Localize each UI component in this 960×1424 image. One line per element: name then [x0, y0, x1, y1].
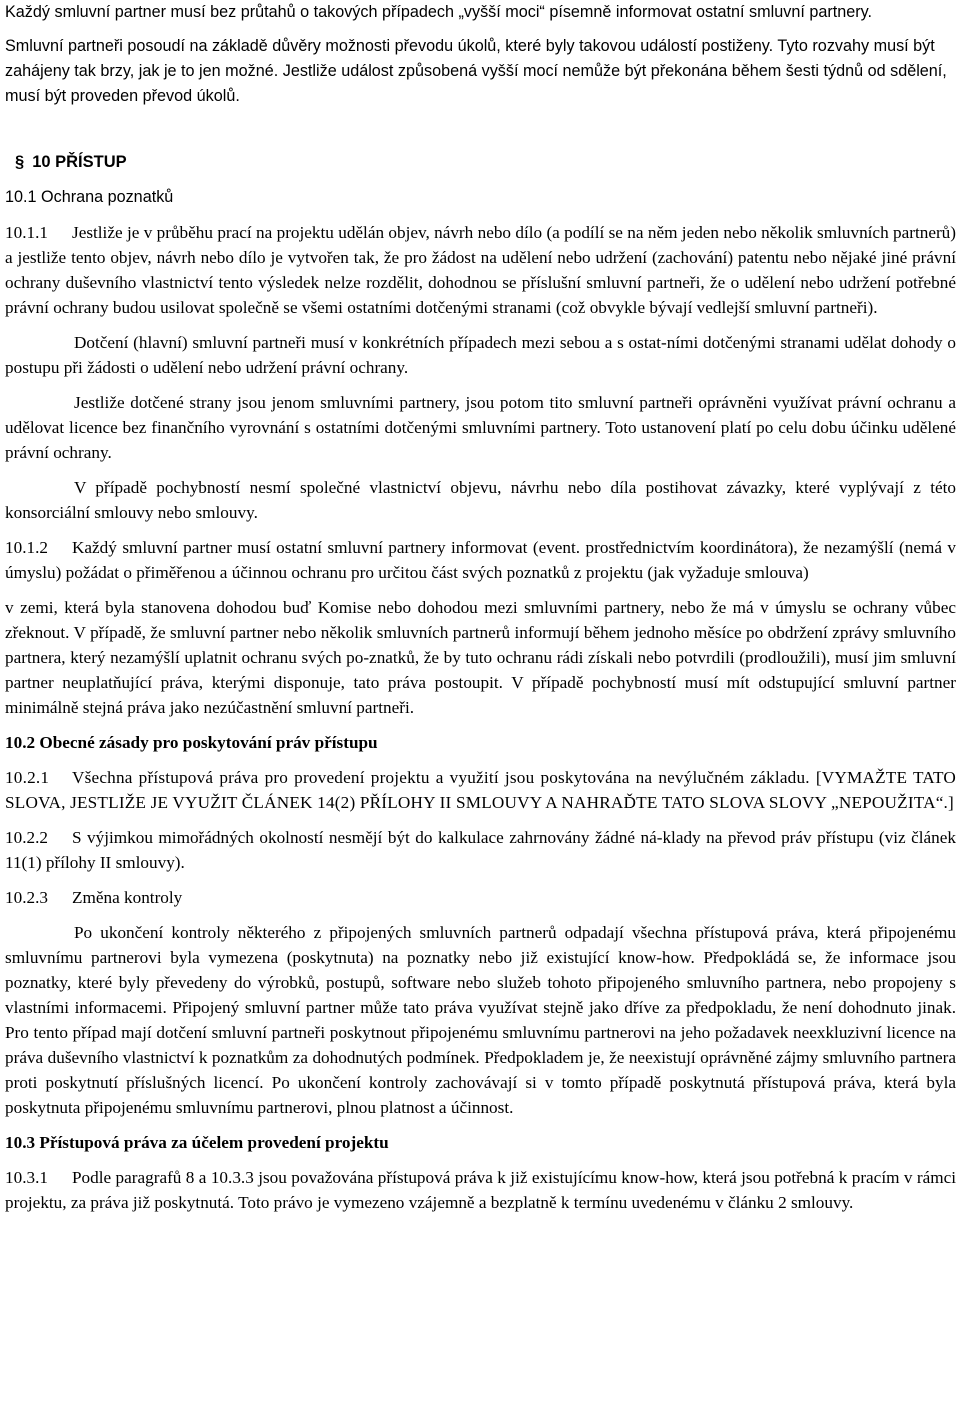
clause-number: 10.3.1 — [5, 1168, 48, 1187]
section-mark: § — [15, 153, 25, 171]
paragraph-force-majeure-notice: Každý smluvní partner musí bez průtahů o takových případech „vyšší moci“ písemně informovat ostatní smluvní partnery. — [5, 3, 873, 21]
clause-10-1-2 — [5, 535, 956, 585]
clause-text: Změna kontroly — [72, 888, 183, 907]
clause-text: Jestliže je v průběhu prací na projektu udělán objev, návrh nebo dílo (a podílí se na něm jeden nebo několik smluvních partnerů) a jestliže tento objev, návrh nebo dílo je vytvořen tak, že pro žádost na udělení nebo udržení (zachování) patentu nebo nějaké jiné právní ochrany duševního vlastnictví tento výsledek nelze rozdělit, dohodnou se příslušní smluvní partneři, že o udělení nebo udržení potřebné právní ochrany budou usilovat společně se všemi ostatními dotčenými stranami (což obvykle bývají vedlejší smluvní partneři). — [5, 223, 956, 317]
clause-text: Všechna přístupová práva pro provedení projektu a využití jsou poskytována na nevýlučném základu. [VYMAŽTE TATO SLOVA, JESTLIŽE JE VYUŽIT ČLÁNEK 14(2) PŘÍLOHY II SMLOUVY A NAHRAĎTE TATO SLOVA SLOVY „NEPOUŽITA“.] — [5, 768, 956, 812]
clause-text: Podle paragrafů 8 a 10.3.3 jsou považována přístupová práva k již existujícímu know-how, která jsou potřebná k pracím v rámci projektu, za práva již poskytnutá. Toto právo je vymezeno vzájemně a bezplatně k termínu uvedenému v článku 2 smlouvy. — [5, 1168, 956, 1212]
section-title: 10 PŘÍSTUP — [32, 153, 127, 171]
clause-number: 10.2.1 — [5, 768, 50, 787]
clause-number: 10.1.2 — [5, 538, 48, 557]
clause-10-1-1 — [5, 220, 956, 320]
clause-text: S výjimkou mimořádných okolností nesmějí být do kalkulace zahrnovány žádné ná-klady na převod práv přístupu (viz článek 11(1) přílohy II smlouvy). — [5, 828, 956, 872]
clause-number: 10.2.2 — [5, 828, 48, 847]
heading-10-3: 10.3 Přístupová práva za účelem provedení projektu — [5, 1133, 389, 1152]
section-heading-10 — [5, 150, 956, 175]
subsection-10-1-title: 10.1 Ochrana poznatků — [5, 188, 174, 206]
clause-number: 10.2.3 — [5, 888, 48, 907]
clause-10-2-3 — [5, 885, 956, 910]
paragraph-affected-partners: Dotčení (hlavní) smluvní partneři musí v konkrétních případech mezi sebou a s ostat-ními dotčenými stranami udělat dohody o postupu při žádosti o udělení nebo udržení právní ochrany. — [5, 333, 956, 377]
clause-10-2-1 — [5, 765, 956, 815]
paragraph-change-of-control: Po ukončení kontroly některého z připojených smluvních partnerů odpadají všechna přístupová práva, která připojenému smluvnímu partnerovi byla vymezena (poskytnuta) na poznatky nebo již existující know-how. Předpokládá se, že informace jsou poznatky, které byly převedeny do výrobků, postupů, software nebo služeb tohoto připojeného smluvního partnera, nebo propojeny s vlastními informacemi. Připojený smluvní partner může tato práva využívat stejně jako dříve za předpokladu, že není dohodnuto jinak. Pro tento případ mají dotčení smluvní partneři poskytnout připojenému smluvnímu partnerovi na jeho požadavek neexkluzivní licence na práva duševního vlastnictví k poznatkům za dohodnutých podmínek. Předpokladem je, že neexistují oprávněné zájmy smluvního partnera proti poskytnutí příslušných licencí. Po ukončení kontroly zachovávají si v tomto případě poskytnutá přístupová práva, která byla poskytnuta připojenému smluvnímu partnerovi, plnou platnost a účinnost. — [5, 923, 956, 1117]
clause-text: Každý smluvní partner musí ostatní smluvní partnery informovat (event. prostřednictvím koordinátora), že nezamýšlí (nemá v úmyslu) požádat o přiměřenou a účinnou ochranu pro určitou část svých poznatků z projektu (jak vyžaduje smlouva) — [5, 538, 956, 582]
paragraph-doubt: V případě pochybností nesmí společné vlastnictví objevu, návrhu nebo díla postihovat závazky, které vyplývají z této konsorciální smlouvy nebo smlouvy. — [5, 478, 956, 522]
paragraph-task-transfer: Smluvní partneři posoudí na základě důvěry možnosti převodu úkolů, které byly takovou událostí postiženy. Tyto rozvahy musí být zahájeny tak brzy, jak je to jen možné. Jestliže událost způsobená vyšší mocí nemůže být překonána během šesti týdnů od sdělení, musí být proveden převod úkolů. — [5, 37, 947, 105]
heading-10-2: 10.2 Obecné zásady pro poskytování práv přístupu — [5, 733, 378, 752]
clause-10-3-1 — [5, 1165, 956, 1215]
clause-10-2-2 — [5, 825, 956, 875]
clause-number: 10.1.1 — [5, 223, 48, 242]
paragraph-in-country: v zemi, která byla stanovena dohodou buď Komise nebo dohodou mezi smluvními partnery, nebo že má v úmyslu se ochrany vůbec zřeknout. V případě, že smluvní partner nebo několik smluvních partnerů informují během jednoho měsíce po obdržení zprávy smluvního partnera, který nezamýšlí uplatnit ochranu svých po-znatků, že by tuto ochranu rádi získali nebo potvrdili (prodloužili), musí jim smluvní partner neuplatňující práva, kterými disponuje, tato práva postoupit. V případě pochybností musí mít odstupující smluvní partner minimálně stejná práva jako nezúčastnění smluvní partneři. — [5, 598, 956, 717]
paragraph-only-partners: Jestliže dotčené strany jsou jenom smluvními partnery, jsou potom tito smluvní partneři oprávněni využívat právní ochranu a udělovat licence bez finančního vyrovnání s ostatními dotčenými smluvními partnery. Toto ustanovení platí po celu dobu účinku udělené právní ochrany. — [5, 393, 956, 462]
